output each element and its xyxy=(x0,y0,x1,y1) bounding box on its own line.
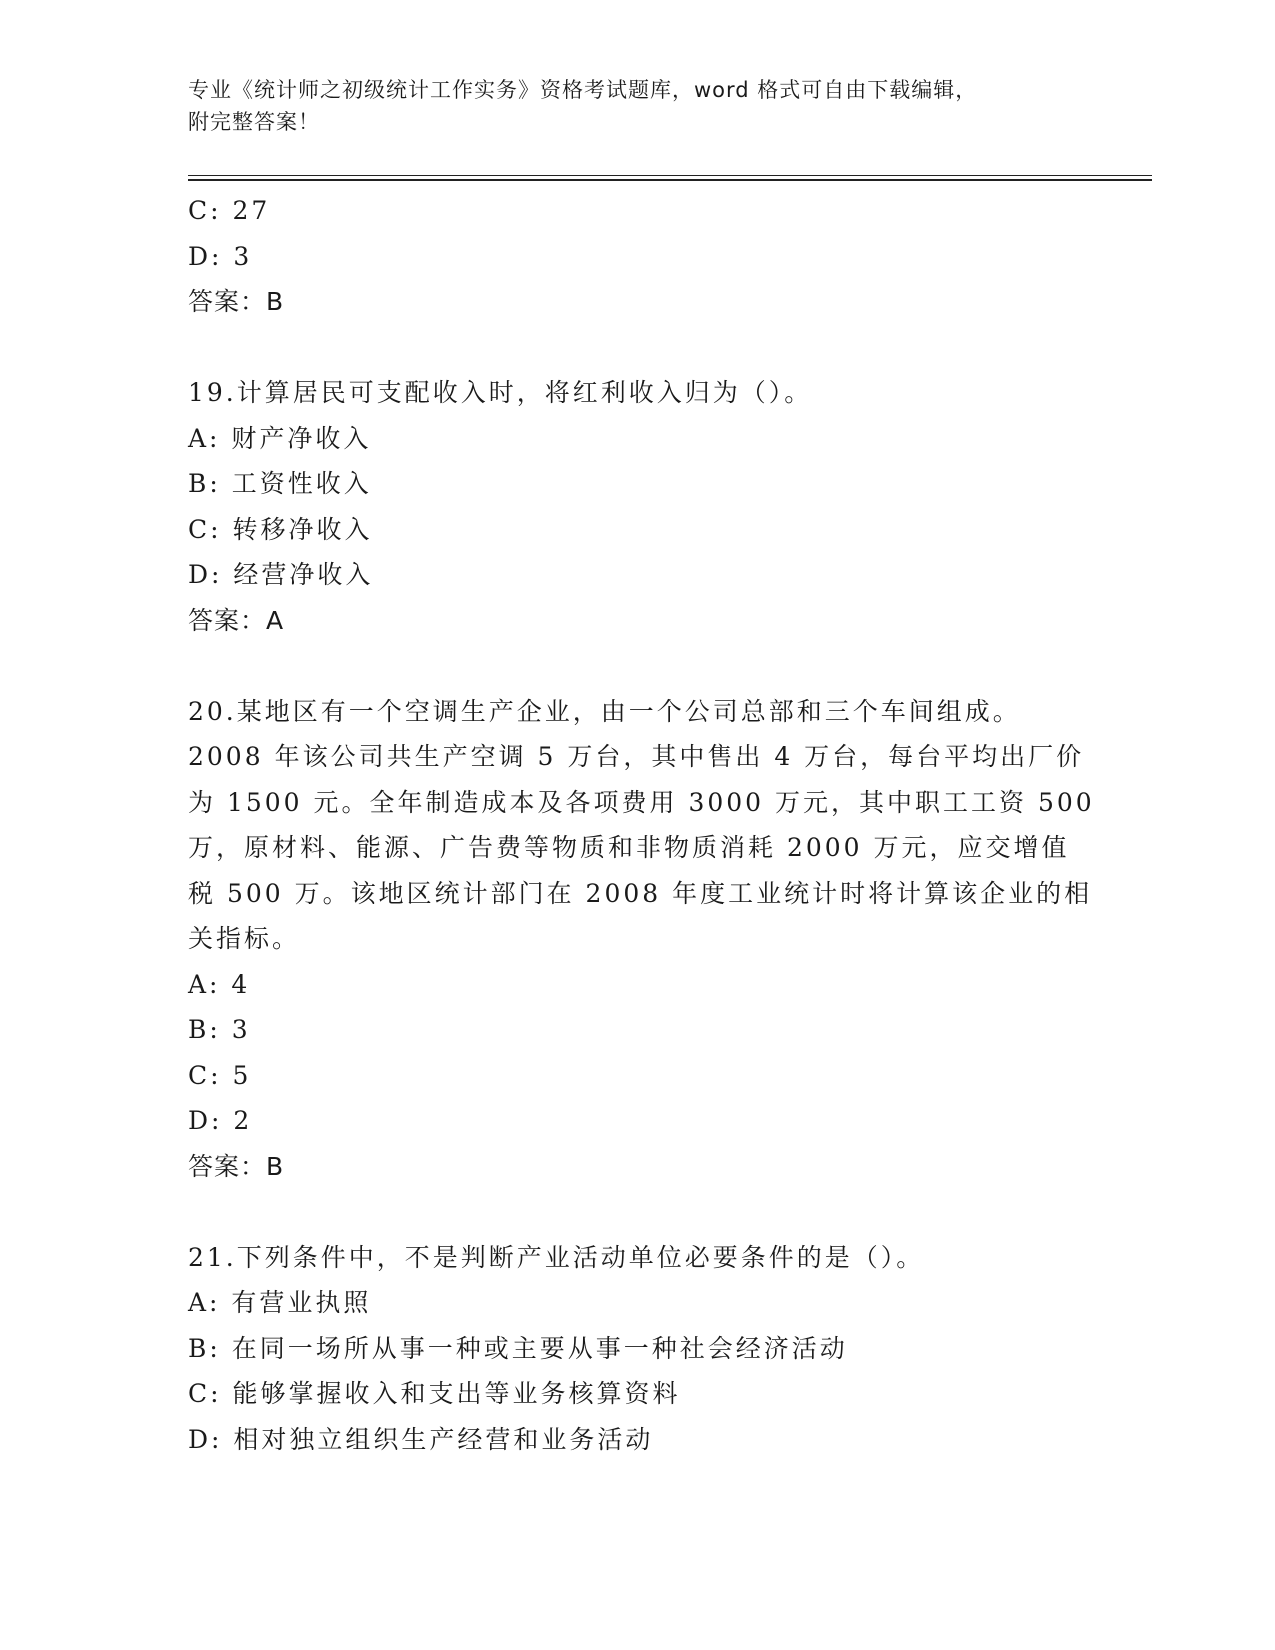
option-b: B: 工资性收入 xyxy=(188,469,372,498)
option-a: A: 4 xyxy=(188,969,251,999)
question-stem-line: 税 500 万。该地区统计部门在 2008 年度工业统计时将计算该企业的相 xyxy=(188,878,1093,908)
question-stem-line: 关指标。 xyxy=(188,924,301,953)
header-line-2: 附完整答案！ xyxy=(188,110,320,134)
option-c: C: 能够掌握收入和支出等业务核算资料 xyxy=(188,1379,681,1408)
question-stem-line: 20.某地区有一个空调生产企业，由一个公司总部和三个车间组成。 xyxy=(188,696,1021,726)
option-b: B: 在同一场所从事一种或主要从事一种社会经济活动 xyxy=(188,1333,848,1363)
question-stem-line: 万，原材料、能源、广告费等物质和非物质消耗 2000 万元，应交增值 xyxy=(188,833,1070,862)
option-a: A: 财产净收入 xyxy=(188,423,372,453)
option-d: D: 经营净收入 xyxy=(188,560,374,589)
option-c: C: 5 xyxy=(188,1060,252,1090)
question-19 xyxy=(188,370,1088,643)
spacer xyxy=(188,1189,1088,1235)
question-21 xyxy=(188,1235,1088,1463)
question-stem-line: 为 1500 元。全年制造成本及各项费用 3000 万元，其中职工工资 500 xyxy=(188,787,1095,817)
option-a: A: 有营业执照 xyxy=(188,1288,372,1317)
header-line-1: 专业《统计师之初级统计工作实务》资格考试题库，word 格式可自由下载编辑， xyxy=(188,78,978,102)
option-b: B: 3 xyxy=(188,1015,251,1044)
option-d: D: 3 xyxy=(188,241,253,271)
option-c: C: 转移净收入 xyxy=(188,514,373,544)
question-stem: 19.计算居民可支配收入时，将红利收入归为（）。 xyxy=(188,378,813,407)
answer: 答案：B xyxy=(188,1151,285,1181)
question-list xyxy=(188,188,1095,1462)
question-stem: 21.下列条件中，不是判断产业活动单位必要条件的是（）。 xyxy=(188,1242,925,1272)
answer: 答案：B xyxy=(188,287,285,316)
header-divider-thick xyxy=(188,179,1152,181)
question-20 xyxy=(188,689,1095,1190)
question-18-tail xyxy=(188,188,1088,325)
option-d: D: 相对独立组织生产经营和业务活动 xyxy=(188,1424,654,1454)
spacer xyxy=(188,643,1088,689)
header-divider-thin xyxy=(188,175,1152,176)
question-stem-line: 2008 年该公司共生产空调 5 万台，其中售出 4 万台，每台平均出厂价 xyxy=(188,742,1085,771)
spacer xyxy=(188,325,1088,371)
answer: 答案：A xyxy=(188,605,285,635)
option-c: C: 27 xyxy=(188,196,271,225)
document-header xyxy=(188,74,1088,138)
option-d: D: 2 xyxy=(188,1106,253,1135)
